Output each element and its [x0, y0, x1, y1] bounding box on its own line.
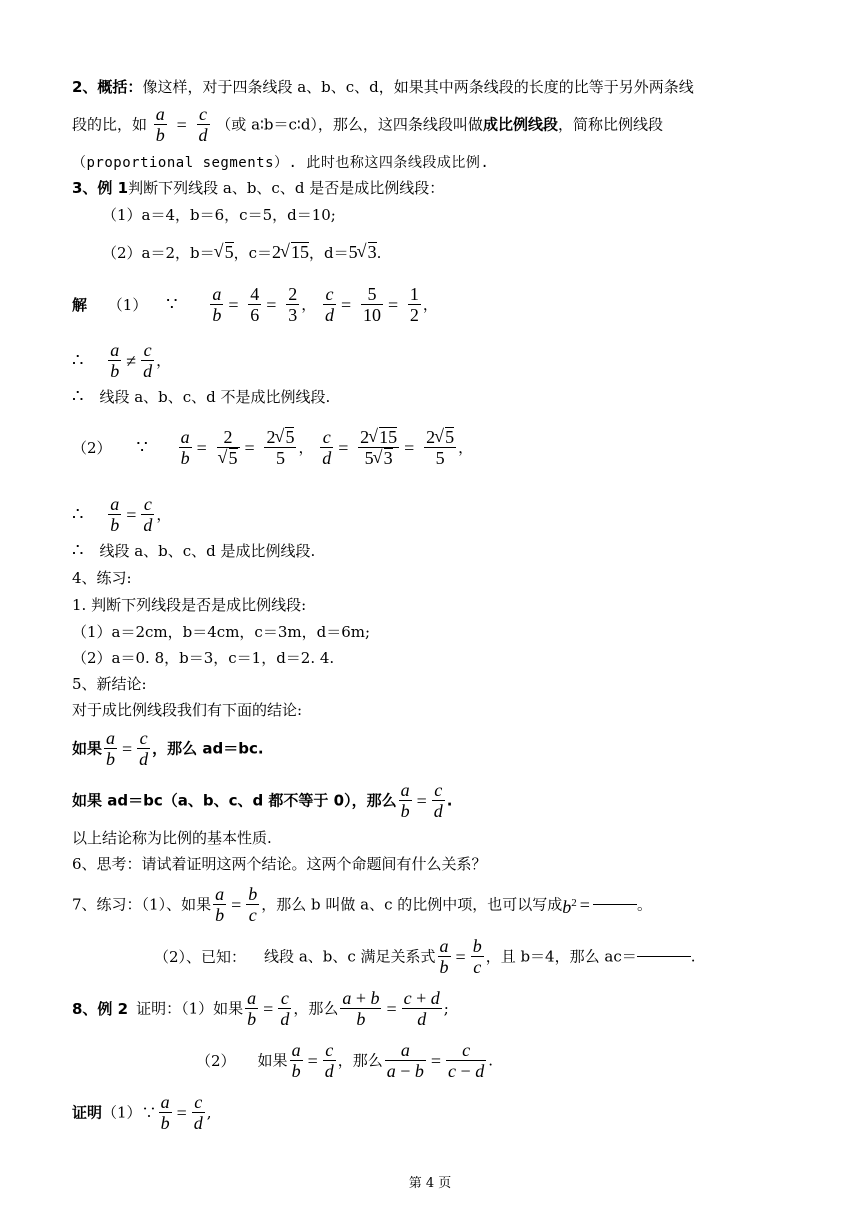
page-number: 第 4 页: [408, 1176, 452, 1191]
s8-line2: （2） 如果 $\frac{a}{b}$ = $\frac{c}{d}$ ，那么 $\frac{a}{a - b}$ = $\frac{c}{c - d}$ .: [196, 1040, 493, 1081]
therefore-line2: ∴ $\frac{a}{b}$ = $\frac{c}{d}$ ，: [72, 494, 172, 535]
conclusion1: 线段 a、b、c、d 不是成比例线段.: [99, 388, 331, 406]
s2-english: （proportional segments）. 此时也称这四条线段成比例.: [72, 155, 490, 171]
proof-label: 证明: [72, 1103, 103, 1122]
s5-summary: 以上结论称为比例的基本性质.: [72, 829, 272, 847]
s7-c: 。: [636, 895, 652, 914]
s2-line1: [72, 77, 694, 97]
therefore-symbol: ∴: [72, 503, 84, 525]
therefore-line1: ∴ $\frac{a}{b}$ ≠ $\frac{c}{d}$ ，: [72, 340, 172, 381]
s4-q: 1. 判断下列线段是否是成比例线段:: [72, 596, 307, 614]
s4-q1: （1）a＝2cm，b＝4cm，c＝3m，d＝6m;: [72, 623, 371, 641]
solution-label: 解: [72, 295, 88, 314]
s3-q2: [102, 242, 381, 263]
s8-a: 证明：（1）如果: [136, 999, 244, 1018]
s5-label: 5、新结论:: [72, 675, 147, 693]
solution-line1: 解 （1） ∵ $\frac{a}{b}$ = $\frac{4}{6}$ = $\frac{2}{3}$ ， $\frac{c}{d}$ = $\frac{5}{10}$ = $\frac{1}{2}$ ，: [72, 284, 438, 325]
fraction-a-b: $\frac{a}{b}$: [155, 104, 165, 145]
s2-label: 2、概括：: [72, 78, 143, 96]
s3-q2b: ，c＝: [233, 244, 273, 262]
conclusion2: 线段 a、b、c、d 是成比例线段.: [99, 542, 316, 560]
s8-e: 如果: [257, 1051, 288, 1070]
s2-term: 成比例线段: [482, 115, 558, 134]
solution-part1: （1）: [107, 295, 148, 314]
s7-b: ，那么 b 叫做 a、c 的比例中项，也可以写成: [261, 895, 563, 914]
s7-line1: 7、练习：（1）、如果 $\frac{a}{b}$ = $\frac{b}{c}$ ，那么 b 叫做 a、c 的比例中项，也可以写成$b^2$ = 。: [72, 884, 652, 925]
s3-label: 3、例 1: [72, 179, 129, 197]
s2-text2a: 段的比，如: [72, 115, 148, 134]
proof-line: 证明（1）∵ $\frac{a}{b}$ = $\frac{c}{d}$ ,: [72, 1092, 212, 1133]
s8-f: ，那么: [337, 1051, 383, 1070]
conclusion-line2: [72, 541, 315, 561]
s5-intro: 对于成比例线段我们有下面的结论:: [72, 701, 303, 719]
therefore-symbol: ∴: [72, 386, 84, 407]
s5-rule2: 如果 ad＝bc（a、b、c、d 都不等于 0），那么 $\frac{a}{b}$ = $\frac{c}{d}$ .: [72, 780, 453, 821]
s7-g: .: [690, 947, 696, 966]
s2-text1: 像这样，对于四条线段 a、b、c、d，如果其中两条线段的长度的比等于另外两条线: [142, 78, 694, 96]
sqrt-5: √ 5: [215, 242, 234, 262]
s5-r1a: 如果: [72, 739, 103, 758]
sqrt-3: √ 3: [358, 242, 377, 262]
conclusion-line1: [72, 387, 330, 407]
s3-q2c: ，d＝: [309, 244, 349, 262]
solution-line2: （2） ∵ $\frac{a}{b}$ = 2 √ 5 = $\frac{2√ 5}{5}$ ， $\frac{c}{d}$ = $\frac{2√ 15}{5√ 3}$ = $\frac{2√ 5}{5}$ ，: [72, 427, 473, 468]
coef-2: 2: [272, 242, 282, 262]
therefore-symbol: ∴: [72, 540, 84, 561]
s3-q1: （1）a＝4，b＝6，c＝5，d＝10;: [102, 206, 336, 224]
s3-q2a: （2）a＝2，b＝: [102, 244, 215, 262]
s3-q2d: .: [376, 244, 382, 262]
s8-g: .: [488, 1051, 493, 1070]
s7-d: （2）、已知：: [154, 947, 247, 966]
proof-b: ,: [206, 1103, 212, 1122]
s5-rule1: 如果 $\frac{a}{b}$ = $\frac{c}{d}$ ，那么 ad＝bc.: [72, 728, 264, 769]
s8-c: ;: [443, 999, 449, 1018]
s5-r2b: .: [446, 791, 453, 810]
s4-label: 4、练习:: [72, 569, 132, 587]
proof-a: （1）∵: [102, 1103, 157, 1122]
equals-sign: =: [176, 114, 187, 135]
s8-b: ，那么: [293, 999, 339, 1018]
s4-q2: （2）a＝0. 8，b＝3，c＝1，d＝2. 4.: [72, 649, 335, 667]
b-squared: $b^2$: [562, 896, 577, 917]
s3-text: 判断下列线段 a、b、c、d 是否是成比例线段：: [128, 179, 445, 197]
s8-line1: 8、例 2 证明：（1）如果 $\frac{a}{b}$ = $\frac{c}{d}$ ，那么 $\frac{a + b}{b}$ = $\frac{c + d}{d}$ ;: [72, 988, 449, 1029]
s7-line2: （2）、已知： 线段 a、b、c 满足关系式 $\frac{a}{b}$ = $\frac{b}{c}$ ，且 b＝4，那么 ac＝ .: [154, 936, 696, 977]
s7-a: 7、练习：（1）、如果: [72, 895, 212, 914]
because-symbol: ∵: [136, 436, 148, 458]
therefore-symbol: ∴: [72, 349, 84, 371]
s5-r1b: ，那么 ad＝bc.: [152, 739, 264, 758]
s8-label: 8、例 2: [72, 999, 129, 1018]
s6-text: 6、思考：请试着证明这两个结论。这两个命题间有什么关系？: [72, 855, 487, 873]
because-symbol: ∵: [166, 293, 178, 315]
sqrt-15: √ 15: [281, 242, 309, 262]
solution-part2: （2）: [72, 438, 112, 457]
s2-text2b: （或 a∶b＝c∶d），那么，这四条线段叫做: [216, 115, 483, 134]
answer-blank-2[interactable]: [637, 956, 691, 957]
fraction-c-d: $\frac{c}{d}$: [198, 104, 208, 145]
s7-e: 线段 a、b、c 满足关系式: [264, 947, 436, 966]
s3-heading: [72, 178, 444, 198]
s2-line2: [72, 104, 663, 145]
s8-d: （2）: [196, 1051, 236, 1070]
coef-5: 5: [348, 242, 358, 262]
s2-text2c: ，简称比例线段: [557, 115, 663, 134]
answer-blank-1[interactable]: [593, 904, 637, 905]
s5-r2a: 如果 ad＝bc（a、b、c、d 都不等于 0），那么: [72, 791, 397, 810]
s7-f: ，且 b＝4，那么 ac＝: [485, 947, 637, 966]
